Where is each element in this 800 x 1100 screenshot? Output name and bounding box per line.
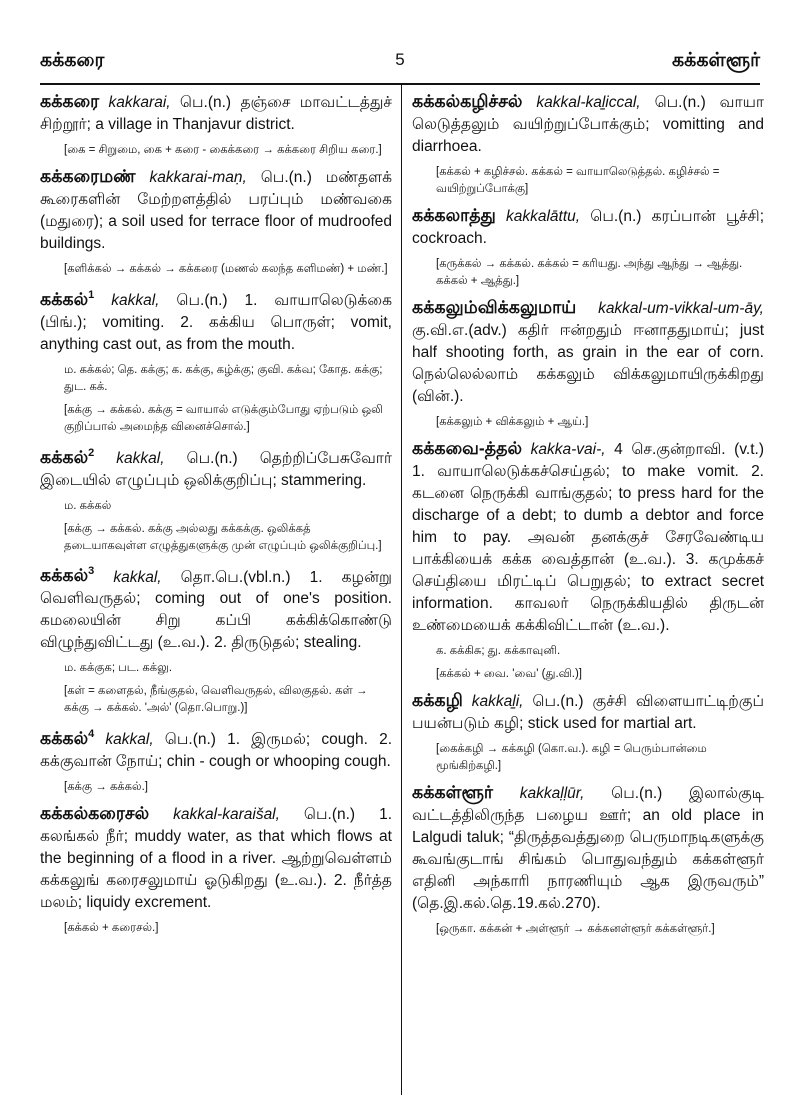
etymology-note: [கக்கு → கக்கல்.] xyxy=(64,781,148,794)
transliteration: kakkaḻi, xyxy=(471,693,524,710)
transliteration: kakkal, xyxy=(105,731,154,749)
dictionary-entry xyxy=(40,284,392,356)
definition: பெ.(n.) தஞ்சை மாவட்டத்துச் சிற்றூர்; a village in Thanjavur district. xyxy=(40,94,392,133)
dictionary-entry xyxy=(40,442,392,492)
headword-text: கக்கழி xyxy=(412,690,463,710)
etymology-note: [கை = சிறுமை, கை + கரை - கைக்கரை → கக்கரை சிறிய கரை.] xyxy=(64,144,382,156)
homonym-number: 3 xyxy=(88,565,95,578)
entry-headword xyxy=(412,205,496,225)
dictionary-entry xyxy=(412,781,764,915)
transliteration: kakkaḷḷūr, xyxy=(519,785,585,802)
etymology-note: [கைக்கழி → கக்கழி (கொ.வ.). கழி = பெரும்பான்மை மூங்கிற்கழி.] xyxy=(436,743,707,772)
definition: தொ.பெ.(vbl.n.) 1. கழன்று வெளிவருதல்; coming out of one's position. கமலையின் சிறு கப்பி கக்கிக்கொண்டு விழுந்துவிட்டது (உ.வ.). 2. திருடுதல்; stealing. xyxy=(40,568,392,652)
definition: பெ.(n.) கரப்பான் பூச்சி; cockroach. xyxy=(412,208,764,247)
headword-text: கக்கல்கரைசல் xyxy=(40,803,150,824)
transliteration: kakkalāttu, xyxy=(506,208,581,225)
entry-headword xyxy=(40,728,94,748)
transliteration: kakkal, xyxy=(116,449,165,467)
right-column xyxy=(412,90,764,944)
dictionary-entry xyxy=(40,165,392,255)
headword-text: கக்கல் xyxy=(40,288,89,309)
header-rule xyxy=(40,83,760,85)
entry-headword xyxy=(40,91,99,111)
transliteration: kakka-vai-, xyxy=(530,441,606,458)
definition: பெ.(n.) மண்தளக் கூரைகளின் மேற்றளத்தில் பரப்பும் மண்வகை (மதுரை); a soil used for terrace floor of mudroofed buildings. xyxy=(40,169,392,252)
etymology-note: ம. கக்கல் xyxy=(64,499,112,512)
etymology-note: [கக்கல் + வை. 'வை' (து.வி.)] xyxy=(436,668,582,680)
page-number: 5 xyxy=(395,50,405,69)
headword-text: கக்கல் xyxy=(40,446,89,467)
dictionary-entry xyxy=(412,204,764,250)
headword-text: கக்கவை-த்தல் xyxy=(412,438,523,458)
etymology-note: ம. கக்குக; பட. கக்லு. xyxy=(64,662,173,675)
etymology-note: [களிக்கல் → கக்கல் → கக்கரை (மணல் கலந்த களிமண்) + மண்.] xyxy=(64,263,388,275)
etymology-note: [கக்கல் + கரைசல்.] xyxy=(64,922,159,935)
transliteration: kakkarai-maṇ, xyxy=(149,169,247,186)
headword-text: கக்கல் xyxy=(40,565,89,586)
dictionary-entry xyxy=(40,802,392,914)
definition: 4 செ.குன்றாவி. (v.t.) 1. வாயாலெடுக்கச்செய்தல்; to make vomit. 2. கடனை நெருக்கி வாங்குதல்; to press hard for the discharge of a debt; to dumb a debtor and force him to pay. அவன் தனக்குச் சேரவேண்டிய பாக்கியைக் கக்க வைத்தான் (உ.வ.). 3. கமுக்கச் செய்தியை மிரட்டிப் பெறுதல்; to extract secret information. காவலர் நெருக்கியதில் திருடன் உண்மையைக் கக்கிவிட்டான் (உ.வ.). xyxy=(412,441,764,634)
entry-headword xyxy=(40,803,149,823)
dictionary-entry xyxy=(40,561,392,655)
entry-headword xyxy=(40,166,136,186)
header-first-word: கக்கரை xyxy=(40,50,105,71)
page-header xyxy=(40,46,760,76)
entry-headword xyxy=(412,297,576,317)
etymology-note: [ஒருகா. கக்கன் + அள்ளூர் → கக்கனள்ளூர் கக்கள்ளூர்.] xyxy=(436,923,715,935)
homonym-number: 4 xyxy=(88,728,95,741)
etymology-note: ம. கக்கல்; தெ. கக்கு; க. கக்கு, கழ்க்கு; குவி. கக்வ; கோத. கக்கு; துட. கக். xyxy=(64,363,383,393)
etymology-note: [கக்கு → கக்கல். கக்கு = வாயால் எடுக்கும்போது ஏற்படும் ஒலி குறிப்பால் அமைந்த வினைச்சொல்.] xyxy=(64,403,383,433)
headword-text: கக்கள்ளூர் xyxy=(412,782,494,802)
dictionary-entry xyxy=(412,90,764,158)
transliteration: kakkarai, xyxy=(108,94,171,111)
etymology-note: [கள் = களைதல், நீங்குதல், வெளிவருதல், விலகுதல். கள் → கக்கு → கக்கல். 'அல்' (தொ.பொறு.)] xyxy=(64,685,368,715)
transliteration: kakkal, xyxy=(111,291,160,309)
entry-headword xyxy=(412,91,522,111)
entry-headword xyxy=(412,438,522,458)
definition: கு.வி.எ.(adv.) கதிர் ஈன்றதும் ஈனாததுமாய்; just half shooting forth, as grain in the ear of corn. நெல்லெல்லாம் கக்கலும் விக்கலுமாயிருக்கிறது (வின்.). xyxy=(412,322,764,405)
etymology-note: [கக்கல் + கழிச்சல். கக்கல் = வாயாலெடுத்தல். கழிச்சல் = வயிற்றுப்போக்கு] xyxy=(436,166,720,195)
definition: பெ.(n.) 1. கலங்கல் நீர்; muddy water, as that which flows at the beginning of a flood in a river. ஆற்றுவெள்ளம் கக்கலுங் கரைசலுமாய் ஓடுகிறது (உ.வ.). 2. நீர்த்த மலம்; liquidy excrement. xyxy=(40,806,392,912)
dictionary-entry xyxy=(412,296,764,408)
column-divider xyxy=(401,85,402,1095)
entry-headword xyxy=(40,289,94,309)
definition: பெ.(n.) 1. இருமல்; cough. 2. கக்குவான் நோய்; chin - cough or whooping cough. xyxy=(40,731,392,771)
transliteration: kakkal-kaḻiccal, xyxy=(536,94,641,111)
entry-headword xyxy=(40,565,94,585)
headword-text: கக்கலும்விக்கலுமாய் xyxy=(412,297,577,317)
etymology-note: க. கக்கிசு; து. கக்காவுனி. xyxy=(436,645,561,657)
headword-text: கக்கலாத்து xyxy=(412,205,496,225)
definition: பெ.(n.) வாயா லெடுத்தலும் வயிற்றுப்போக்கும்; vomitting and diarrhoea. xyxy=(412,94,764,155)
homonym-number: 1 xyxy=(88,289,95,301)
header-last-word: கக்கள்ளூர் xyxy=(672,50,760,71)
transliteration: kakkal-um-vikkal-um-āy, xyxy=(598,300,764,317)
dictionary-entry xyxy=(412,689,764,735)
transliteration: kakkal, xyxy=(113,568,162,586)
entry-headword xyxy=(412,690,463,710)
etymology-note: [கருக்கல் → கக்கல். கக்கல் = கரியது. அந்து ஆந்து → ஆத்து. கக்கல் + ஆத்து.] xyxy=(436,258,743,287)
entry-headword xyxy=(412,782,493,802)
transliteration: kakkal-karaišal, xyxy=(173,806,280,824)
headword-text: கக்கல்கழிச்சல் xyxy=(412,91,523,111)
entry-headword xyxy=(40,447,94,467)
etymology-note: [கக்கலும் + விக்கலும் + ஆய்.] xyxy=(436,416,589,428)
definition: பெ.(n.) தெற்றிப்பேசுவோர் இடையில் எழுப்பும் ஒலிக்குறிப்பு; stammering. xyxy=(40,449,392,489)
dictionary-entry xyxy=(412,437,764,637)
headword-text: கக்கல் xyxy=(40,728,89,749)
homonym-number: 2 xyxy=(88,446,95,459)
etymology-note: [கக்கு → கக்கல். கக்கு அல்லது கக்கக்கு. ஒலிக்கத் தடையாகவுள்ள எழுத்துகளுக்கு முன் எழுப்பும் ஒலிக்குறிப்பு.] xyxy=(64,522,382,552)
headword-text: கக்கரை xyxy=(40,91,100,111)
dictionary-entry xyxy=(40,90,392,136)
definition: பெ.(n.) குச்சி விளையாட்டிற்குப் பயன்படும் கழி; stick used for martial art. xyxy=(412,693,764,732)
left-column xyxy=(40,90,392,943)
definition: பெ.(n.) இலால்குடி வட்டத்திலிருந்த பழைய ஊர்; an old place in Lalgudi taluk; “திருத்தவத்துறை பெருமாநடிகளுக்கு கூவங்குடாங் சிங்கம் பொதுவந்தும் கக்கள்ளூர் எதினி அந்காரி நாரணியும் ஆக இருவரும்” (தெ.இ.கல்.தெ.19.கல்.270). xyxy=(412,785,764,912)
definition: பெ.(n.) 1. வாயாலெடுக்கை (பிங்.); vomiting. 2. கக்கிய பொருள்; vomit, anything cast out, as from the mouth. xyxy=(40,291,392,353)
dictionary-entry xyxy=(40,723,392,773)
headword-text: கக்கரைமண் xyxy=(40,166,136,186)
